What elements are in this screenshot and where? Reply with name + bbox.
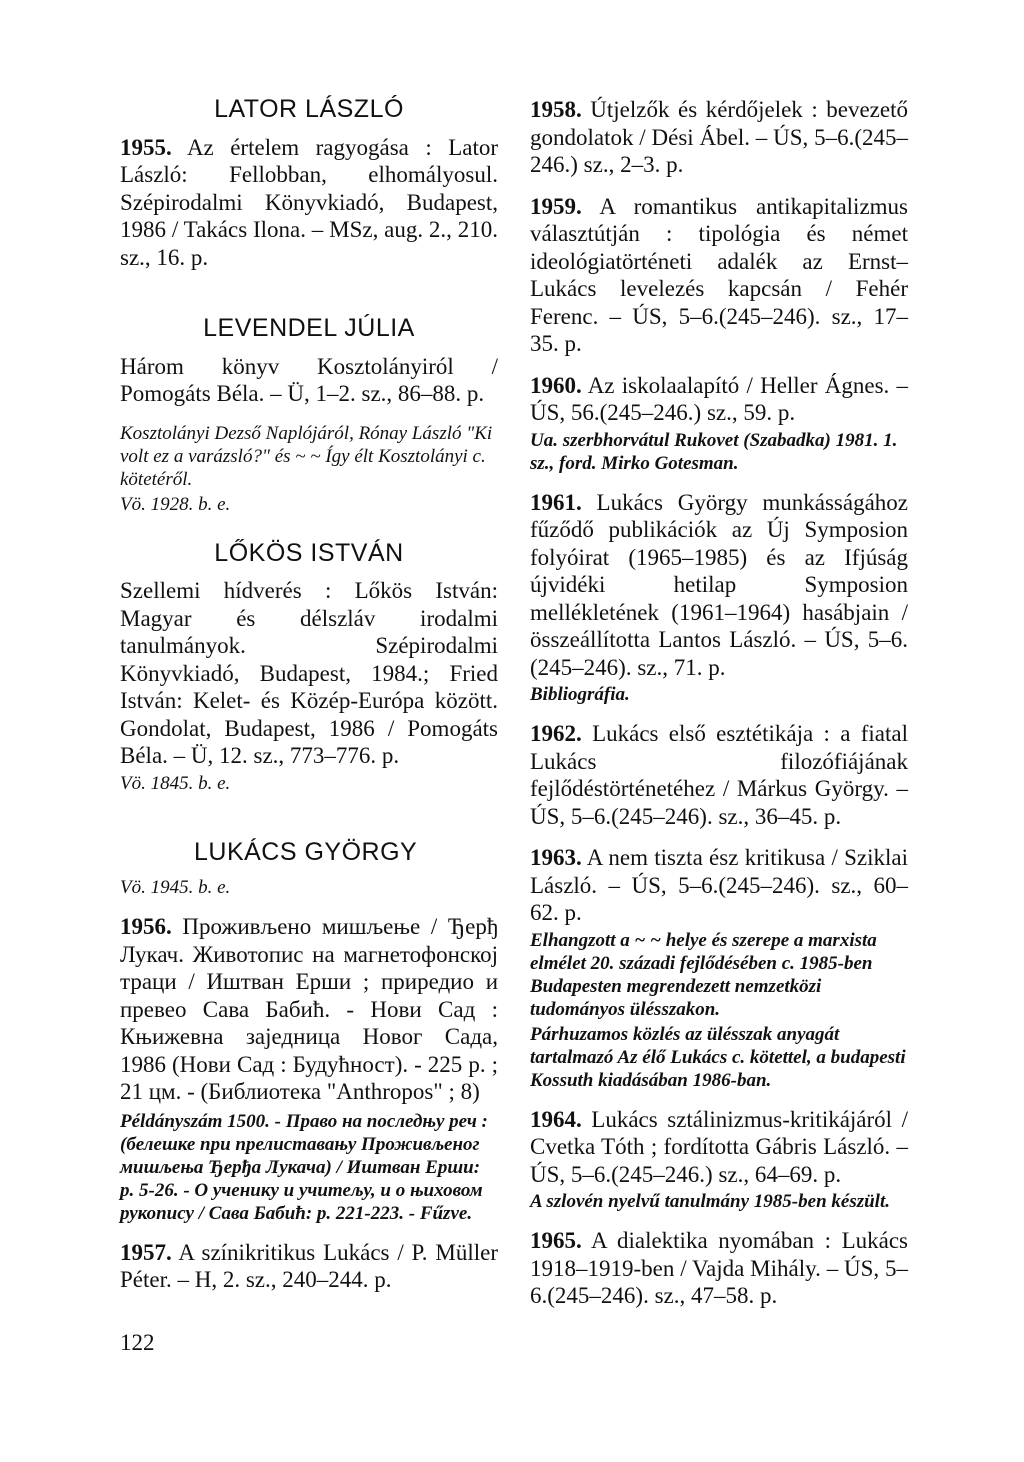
entry-number: 1958. — [530, 97, 582, 122]
entry-text: A romantikus antikapitalizmus választútján : tipológia és német ideológiatörténeti adalék az Ernst–Lukács levelezés kapcsán / Fehér Ferenc. – ÚS, 5–6.(245–246). sz., 17–35. p. — [530, 193, 908, 356]
entry-text: Проживљено мишљење / Ђерђ Лукач. Животопис на магнетофонској траци / Иштван Ерши ; приредио и превео Сава Бабић. - Нови Сад : Књижевна заједница Новог Сада, 1986 (Нови Сад : Будућност). - 225 p. ; 21 цм. - (Библиотека "Anthropos" ; 8) — [120, 914, 498, 1104]
page-number: 122 — [120, 1330, 155, 1355]
note-1963-b: Párhuzamos közlés az ülésszak anyagát tartalmazó Az élő Lukács c. kötettel, a budapesti Kossuth kiadásában 1986-ban. — [530, 1023, 906, 1091]
entry-number: 1961. — [530, 489, 582, 515]
entry-levendel: Három könyv Kosztolányiról / Pomogáts Béla. – Ü, 1–2. sz., 86–88. p. — [120, 353, 498, 406]
entry-1960 — [530, 372, 908, 427]
entry-1962 — [530, 720, 908, 830]
entry-1965 — [530, 1227, 908, 1310]
entry-text: Útjelzők és kérdőjelek : bevezető gondolatok / Dési Ábel. – ÚS, 5–6.(245–246.) sz., 2–3. p. — [530, 97, 908, 177]
entry-text: A nem tiszta ész kritikusa / Sziklai László. – ÚS, 5–6.(245–246). sz., 60–62. p. — [530, 845, 908, 925]
note-levendel: Kosztolányi Dezső Naplójáról, Rónay László "Ki volt ez a varázsló?" és ~ ~ Így élt Kosztolányi c. kötetéről. — [120, 422, 493, 490]
entry-1964 — [530, 1106, 908, 1189]
note-1956: Példányszám 1500. - Право на последњу реч : (белешке при прелиставању Проживљеног мишљења Ђерђа Лукача) / Иштван Ерши: p. 5-26. - О ученику и учитељу, и о њиховом рукопису / Сава Бабић: p. 221-223. - Fűzve. — [120, 1110, 488, 1224]
entry-1961 — [530, 489, 908, 682]
entry-number: 1962. — [530, 721, 582, 746]
entry-text: Lukács sztálinizmus-kritikájáról / Cvetka Tóth ; fordította Gábris László. – ÚS, 5–6.(245–246.) sz., 64–69. p. — [530, 1106, 908, 1187]
entry-1956 — [120, 913, 498, 1106]
entry-1957 — [120, 1239, 498, 1294]
note-lokos-vo: Vö. 1845. b. e. — [120, 772, 231, 794]
heading-lator: LATOR LÁSZLÓ — [214, 95, 404, 123]
note-1961: Bibliográfia. — [530, 684, 630, 705]
entry-number: 1960. — [530, 372, 582, 398]
note-levendel-vo: Vö. 1928. b. e. — [120, 493, 231, 515]
entry-number: 1965. — [530, 1228, 582, 1253]
entry-lokos: Szellemi hídverés : Lőkös István: Magyar és délszláv irodalmi tanulmányok. Szépirodalmi Könyvkiadó, Budapest, 1984.; Fried István: Kelet- és Közép-Európa között. Gondolat, Budapest, 1986 / Pomogáts Béla. – Ü, 12. sz., 773–776. p. — [120, 578, 498, 768]
entry-1959 — [530, 193, 908, 358]
note-1960: Ua. szerbhorvátul Rukovet (Szabadka) 1981. 1. sz., ford. Mirko Gotesman. — [530, 429, 898, 474]
entry-text: A színikritikus Lukács / P. Müller Péter. – H, 2. sz., 240–244. p. — [120, 1239, 498, 1292]
note-1964: A szlovén nyelvű tanulmány 1985-ben készült. — [530, 1191, 890, 1212]
entry-number: 1955. — [120, 134, 172, 160]
entry-text: Az iskolaalapító / Heller Ágnes. – ÚS, 56.(245–246.) sz., 59. p. — [530, 372, 908, 425]
right-column — [530, 96, 908, 1324]
entry-1955 — [120, 134, 498, 272]
entry-number: 1957. — [120, 1239, 172, 1265]
entry-number: 1959. — [530, 193, 582, 219]
heading-lukacs: LUKÁCS GYÖRGY — [194, 837, 418, 866]
note-1963-a: Elhangzott a ~ ~ helye és szerepe a marxista elmélet 20. századi fejlődésében c. 1985-ben Budapesten megrendezett nemzetközi tudományos ülésszakon. — [530, 929, 877, 1020]
entry-text: Az értelem ragyogása : Lator László: Fellobban, elhomályosul. Szépirodalmi Könyvkiadó, Budapest, 1986 / Takács Ilona. – MSz, aug. 2., 210. sz., 16. p. — [120, 134, 498, 270]
left-column — [120, 96, 498, 1308]
entry-text: A dialektika nyomában : Lukács 1918–1919-ben / Vajda Mihály. – ÚS, 5–6.(245–246). sz., 47–58. p. — [530, 1228, 908, 1308]
entry-1963 — [530, 844, 908, 927]
entry-1958 — [530, 96, 908, 179]
entry-text: Lukács György munkásságához fűződő publikációk az Új Symposion folyóirat (1965–1985) és az Ifjúság újvidéki hetilap Symposion mellékletének (1961–1964) hasábjain / összeállította Lantos László. – ÚS, 5–6.(245–246). sz., 71. p. — [530, 489, 908, 680]
heading-levendel: LEVENDEL JÚLIA — [203, 314, 415, 342]
entry-text: Lukács első esztétikája : a fiatal Lukács filozófiájának fejlődéstörténetéhez / Márkus György. – ÚS, 5–6.(245–246). sz., 36–45. p. — [530, 721, 908, 829]
note-lukacs-vo: Vö. 1945. b. e. — [120, 877, 231, 898]
entry-number: 1964. — [530, 1106, 582, 1132]
entry-number: 1956. — [120, 914, 172, 939]
entry-number: 1963. — [530, 845, 582, 870]
heading-lokos: LŐKÖS ISTVÁN — [214, 538, 404, 567]
